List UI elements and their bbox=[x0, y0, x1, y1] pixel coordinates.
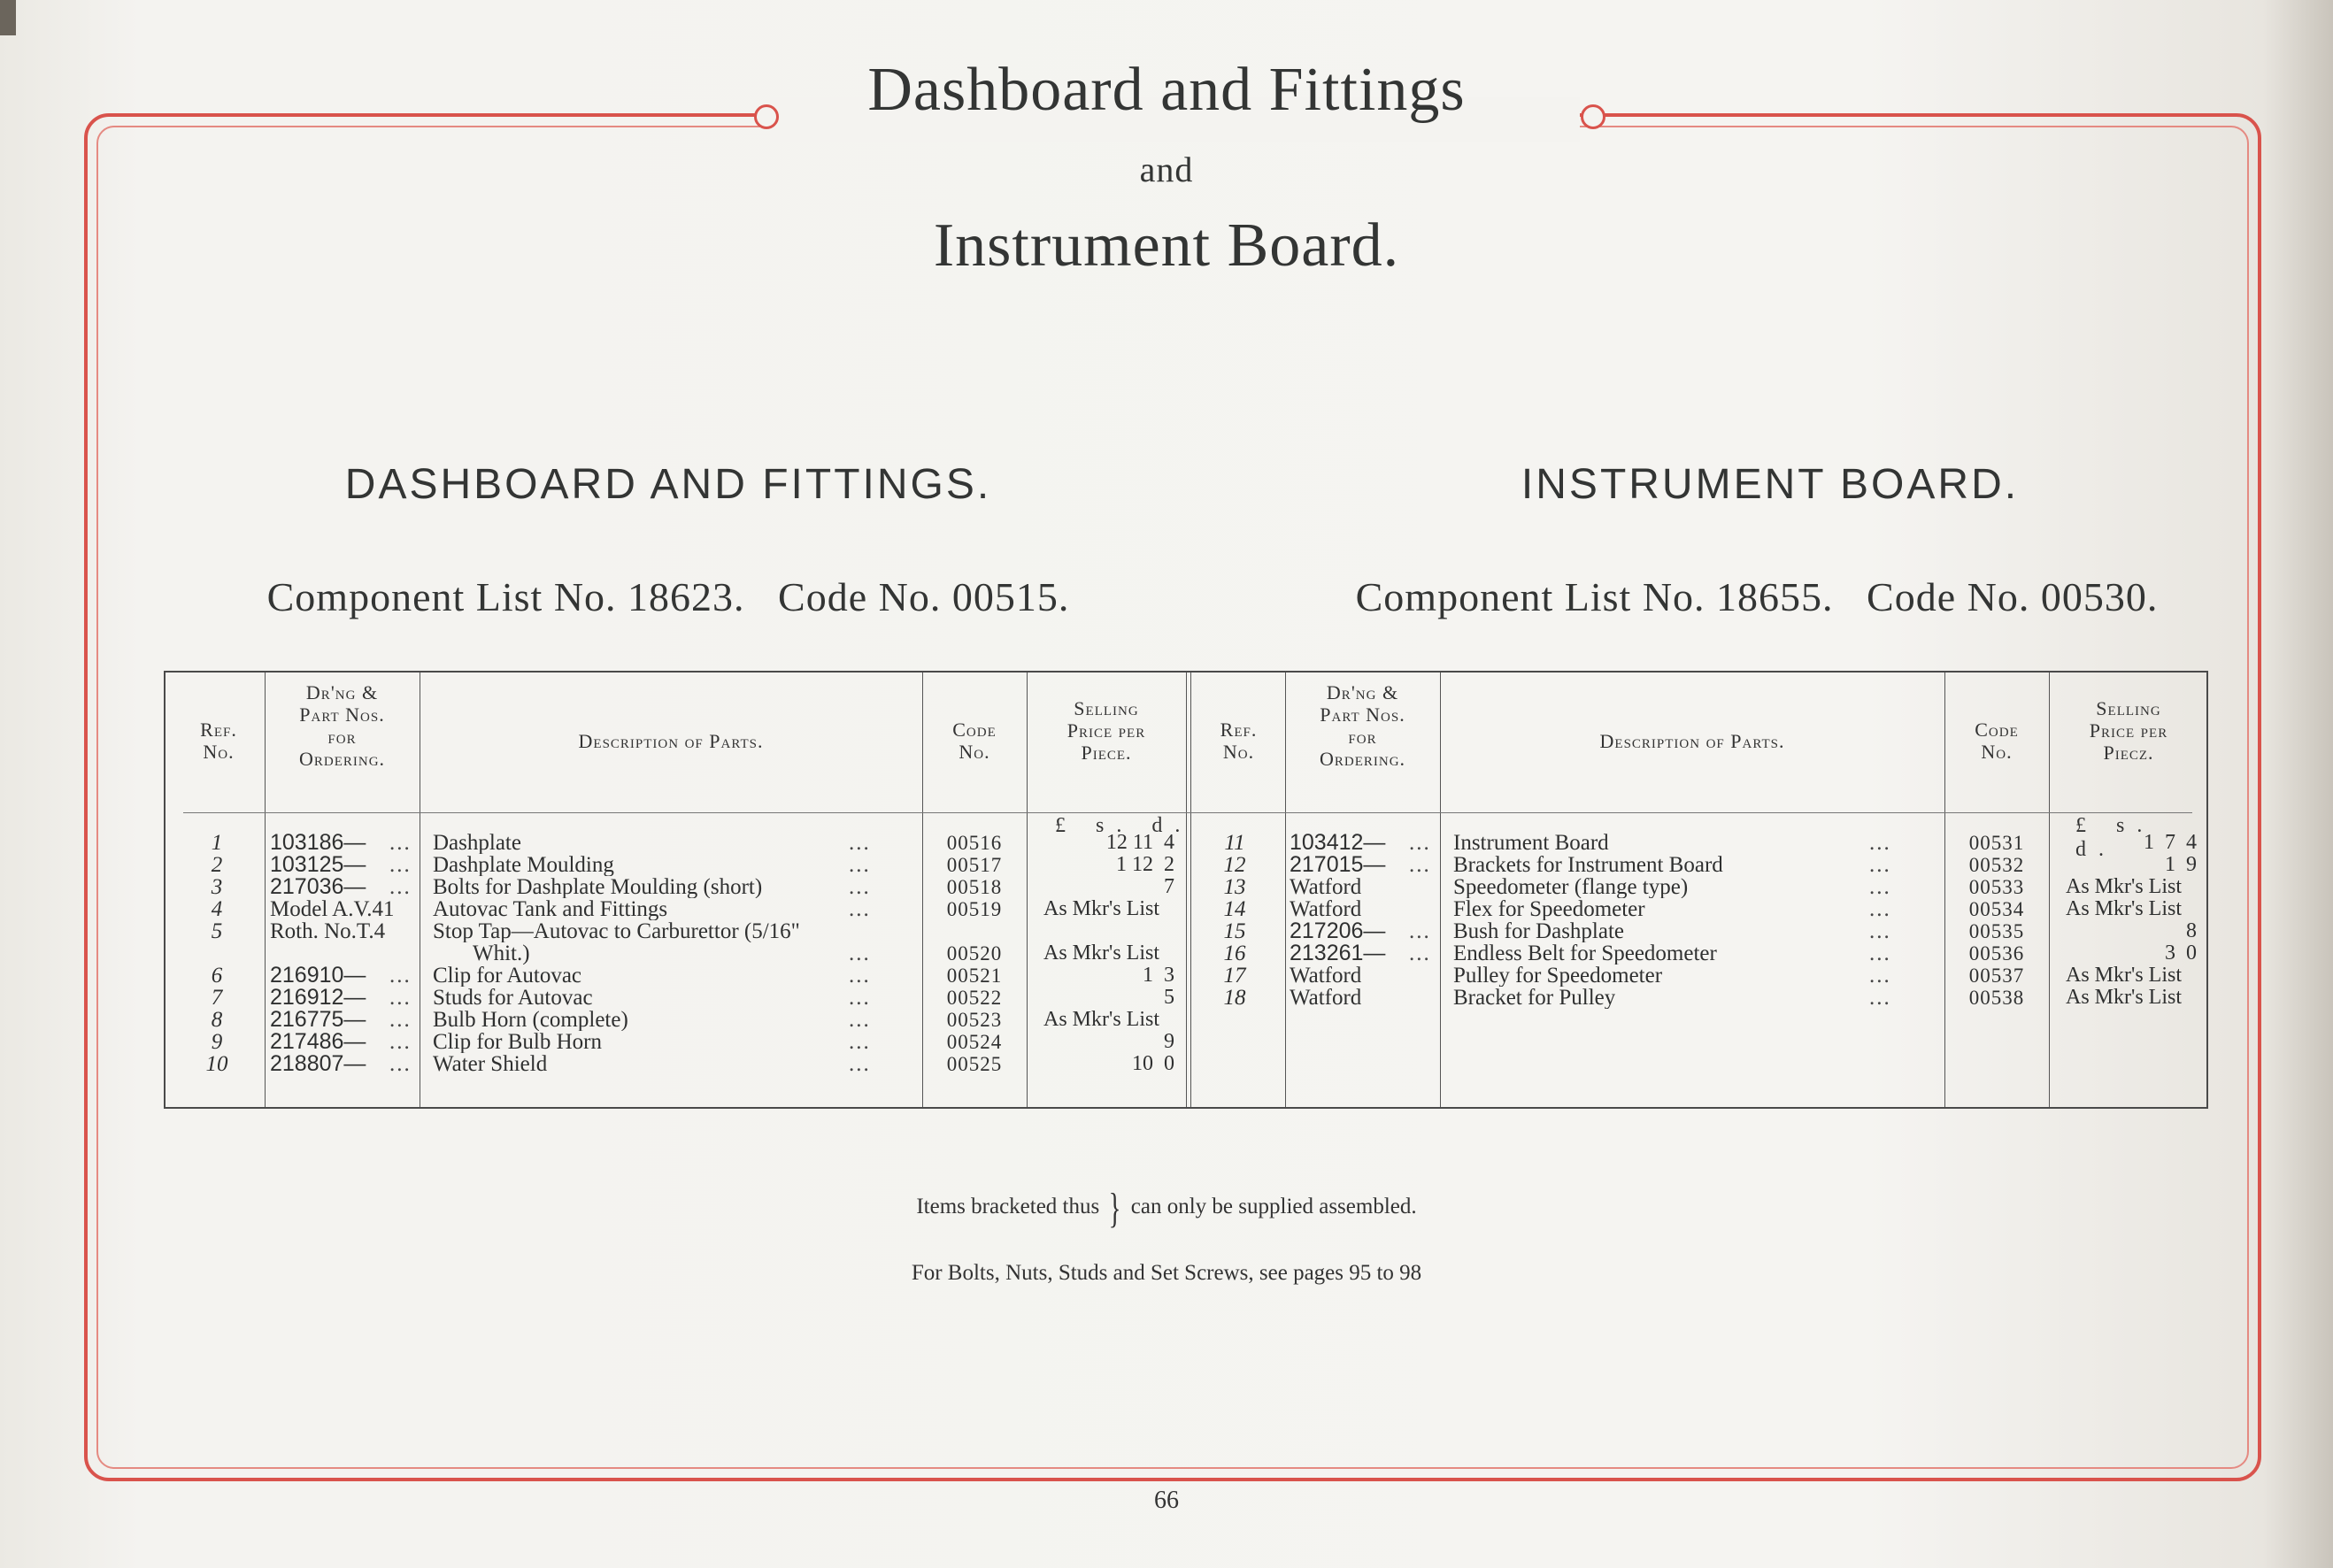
selling-price: 10 0 bbox=[1132, 1052, 1174, 1075]
part-description: Stop Tap—Autovac to Carburettor (5/16" bbox=[433, 920, 800, 942]
selling-price: As Mkr's List bbox=[1043, 897, 1159, 920]
header-code: Code No. bbox=[952, 719, 997, 763]
ref-number: 7 bbox=[211, 986, 223, 1010]
part-number: 217206— bbox=[1290, 919, 1386, 943]
binding-corner bbox=[0, 0, 16, 35]
part-description: Endless Belt for Speedometer bbox=[1453, 942, 1717, 965]
code-number: 00525 bbox=[946, 1053, 1003, 1075]
part-description: Bulb Horn (complete) bbox=[433, 1009, 628, 1031]
leader-dots: ... bbox=[849, 964, 871, 988]
component-line-dashboard: Component List No. 18623. Code No. 00515. bbox=[266, 574, 1070, 619]
part-number: 216775— bbox=[270, 1007, 366, 1032]
part-description: Bolts for Dashplate Moulding (short) bbox=[433, 876, 763, 898]
page-subtitle: Instrument Board. bbox=[933, 211, 1400, 280]
selling-price: 1 3 bbox=[1143, 964, 1174, 987]
ref-number: 6 bbox=[211, 964, 223, 988]
part-number: 216910— bbox=[270, 963, 366, 988]
selling-price: 1 12 2 bbox=[1116, 853, 1174, 876]
part-description: Water Shield bbox=[433, 1053, 548, 1075]
ref-number: 3 bbox=[211, 875, 223, 899]
table-row bbox=[166, 1009, 2206, 1031]
ref-number: 2 bbox=[211, 853, 223, 877]
header-ref: Ref. No. bbox=[200, 719, 237, 763]
leader-dots: ... bbox=[389, 875, 412, 899]
part-number: Watford bbox=[1290, 986, 1362, 1010]
leader-dots: ... bbox=[1869, 942, 1891, 965]
leader-dots: ... bbox=[389, 1008, 412, 1032]
code-number: 00519 bbox=[946, 898, 1003, 920]
selling-price: 12 11 4 bbox=[1105, 831, 1174, 854]
selling-price: 8 bbox=[2186, 919, 2197, 942]
leader-dots: ... bbox=[389, 964, 412, 988]
leader-dots: ... bbox=[849, 1052, 871, 1076]
part-description: Dashplate bbox=[433, 832, 521, 854]
part-description: Bush for Dashplate bbox=[1453, 920, 1625, 942]
part-number: 216912— bbox=[270, 985, 366, 1010]
bracket-note-after: can only be supplied assembled. bbox=[1130, 1195, 1417, 1219]
ref-number: 13 bbox=[1223, 875, 1246, 899]
header-ref: Ref. No. bbox=[1220, 719, 1258, 763]
leader-dots: ... bbox=[1409, 919, 1431, 943]
selling-price: As Mkr's List bbox=[2065, 875, 2182, 898]
part-description: Brackets for Instrument Board bbox=[1453, 854, 1723, 876]
selling-price: As Mkr's List bbox=[2065, 964, 2182, 987]
ref-number: 8 bbox=[211, 1008, 223, 1032]
table-row bbox=[166, 920, 2206, 942]
leader-dots: ... bbox=[1869, 875, 1891, 899]
ref-number: 16 bbox=[1223, 942, 1246, 965]
code-number: 00534 bbox=[1968, 898, 2025, 920]
leader-dots: ... bbox=[389, 853, 412, 877]
part-description: Pulley for Speedometer bbox=[1453, 965, 1663, 987]
leader-dots: ... bbox=[1409, 853, 1431, 877]
part-number: Watford bbox=[1290, 964, 1362, 988]
ref-number: 11 bbox=[1224, 831, 1245, 855]
code-number: 00535 bbox=[1968, 920, 2025, 942]
leader-dots: ... bbox=[849, 831, 871, 855]
leader-dots: ... bbox=[849, 853, 871, 877]
leader-dots: ... bbox=[1869, 831, 1891, 855]
table-row bbox=[166, 965, 2206, 987]
lsd-heading-left: £ s. d. bbox=[1055, 814, 1193, 837]
ref-number: 1 bbox=[211, 831, 223, 855]
code-number: 00516 bbox=[946, 832, 1003, 854]
leader-dots: ... bbox=[1869, 897, 1891, 921]
part-number: 217015— bbox=[1290, 852, 1386, 877]
code-number: 00520 bbox=[946, 942, 1003, 965]
part-description: Clip for Autovac bbox=[433, 965, 582, 987]
ref-number: 17 bbox=[1223, 964, 1246, 988]
part-number: 217036— bbox=[270, 874, 366, 899]
code-number: 00522 bbox=[946, 987, 1003, 1009]
table-row bbox=[166, 987, 2206, 1009]
leader-dots: ... bbox=[849, 897, 871, 921]
table-row bbox=[166, 854, 2206, 876]
selling-price: 5 bbox=[1164, 986, 1174, 1009]
ref-number: 9 bbox=[211, 1030, 223, 1054]
part-description: Speedometer (flange type) bbox=[1453, 876, 1689, 898]
ref-number: 18 bbox=[1223, 986, 1246, 1010]
leader-dots: ... bbox=[1869, 919, 1891, 943]
part-description: Dashplate Moulding bbox=[433, 854, 614, 876]
bracket-note-before: Items bracketed thus bbox=[916, 1195, 1100, 1219]
leader-dots: ... bbox=[849, 875, 871, 899]
ref-number: 5 bbox=[211, 919, 223, 943]
code-number: 00521 bbox=[946, 965, 1003, 987]
selling-price: 3 0 bbox=[2165, 942, 2197, 965]
code-number: 00532 bbox=[1968, 854, 2025, 876]
part-number: 213261— bbox=[1290, 941, 1386, 965]
ref-number: 12 bbox=[1223, 853, 1246, 877]
leader-dots: ... bbox=[389, 986, 412, 1010]
section-heading-dashboard: DASHBOARD AND FITTINGS. bbox=[344, 461, 992, 508]
brace-icon: } bbox=[1109, 1185, 1121, 1232]
part-description: Clip for Bulb Horn bbox=[433, 1031, 602, 1053]
part-number: Watford bbox=[1290, 897, 1362, 921]
selling-price: As Mkr's List bbox=[1043, 942, 1159, 965]
code-number: 00517 bbox=[946, 854, 1003, 876]
table-row bbox=[166, 832, 2206, 854]
leader-dots: ... bbox=[1869, 964, 1891, 988]
leader-dots: ... bbox=[849, 986, 871, 1010]
leader-dots: ... bbox=[389, 1030, 412, 1054]
part-description: Instrument Board bbox=[1453, 832, 1609, 854]
page-number: 66 bbox=[1154, 1487, 1179, 1514]
code-number: 00538 bbox=[1968, 987, 2025, 1009]
table-row bbox=[166, 898, 2206, 920]
table-row bbox=[166, 942, 2206, 965]
bracket-footnote bbox=[0, 1184, 2333, 1233]
part-number: Model A.V.41 bbox=[270, 897, 395, 921]
leader-dots: ... bbox=[1869, 853, 1891, 877]
leader-dots: ... bbox=[389, 831, 412, 855]
header-price: Selling Price per Piece. bbox=[1066, 697, 1146, 764]
part-number: 218807— bbox=[270, 1051, 366, 1076]
ref-number: 15 bbox=[1223, 919, 1246, 943]
component-line-instrument: Component List No. 18655. Code No. 00530. bbox=[1355, 574, 2159, 619]
header-price: Selling Price per Piecz. bbox=[2089, 697, 2168, 764]
code-number: 00536 bbox=[1968, 942, 2025, 965]
selling-price: As Mkr's List bbox=[2065, 986, 2182, 1009]
part-description: Flex for Speedometer bbox=[1453, 898, 1645, 920]
part-description: Autovac Tank and Fittings bbox=[433, 898, 668, 920]
part-description: Whit.) bbox=[473, 942, 530, 965]
header-part: Dr'ng & Part Nos. for Ordering. bbox=[298, 681, 386, 770]
table-row bbox=[166, 876, 2206, 898]
section-heading-instrument: INSTRUMENT BOARD. bbox=[1521, 461, 2020, 508]
selling-price: 1 7 4 bbox=[2144, 831, 2197, 854]
selling-price: As Mkr's List bbox=[1043, 1008, 1159, 1031]
leader-dots: ... bbox=[849, 1008, 871, 1032]
part-number: 103412— bbox=[1290, 830, 1386, 855]
leader-dots: ... bbox=[849, 1030, 871, 1054]
header-description: Description of Parts. bbox=[1599, 730, 1785, 752]
part-description: Studs for Autovac bbox=[433, 987, 593, 1009]
header-separator bbox=[183, 812, 2192, 813]
part-description: Bracket for Pulley bbox=[1453, 987, 1616, 1009]
selling-price: 1 9 bbox=[2165, 853, 2197, 876]
leader-dots: ... bbox=[849, 942, 871, 965]
code-number: 00533 bbox=[1968, 876, 2025, 898]
leader-dots: ... bbox=[1409, 942, 1431, 965]
header-description: Description of Parts. bbox=[578, 730, 764, 752]
lsd-heading-right: £ s. d. bbox=[2075, 814, 2155, 861]
bolts-footnote: For Bolts, Nuts, Studs and Set Screws, see pages 95 to 98 bbox=[911, 1261, 1422, 1285]
leader-dots: ... bbox=[389, 1052, 412, 1076]
code-number: 00523 bbox=[946, 1009, 1003, 1031]
part-number: 103186— bbox=[270, 830, 366, 855]
header-part: Dr'ng & Part Nos. for Ordering. bbox=[1319, 681, 1406, 770]
code-number: 00524 bbox=[946, 1031, 1003, 1053]
part-number: Watford bbox=[1290, 875, 1362, 899]
ref-number: 4 bbox=[211, 897, 223, 921]
page-title-and: and bbox=[1139, 150, 1194, 189]
code-number: 00518 bbox=[946, 876, 1003, 898]
part-number: 217486— bbox=[270, 1029, 366, 1054]
part-number: Roth. No.T.4 bbox=[270, 919, 386, 943]
part-number: 103125— bbox=[270, 852, 366, 877]
selling-price: 9 bbox=[1164, 1030, 1174, 1053]
table-row bbox=[166, 1053, 2206, 1075]
parts-table bbox=[164, 671, 2208, 1109]
selling-price: 7 bbox=[1164, 875, 1174, 898]
code-number: 00537 bbox=[1968, 965, 2025, 987]
header-code: Code No. bbox=[1975, 719, 2019, 763]
ref-number: 14 bbox=[1223, 897, 1246, 921]
table-row bbox=[166, 1031, 2206, 1053]
ref-number: 10 bbox=[205, 1052, 228, 1076]
leader-dots: ... bbox=[1409, 831, 1431, 855]
leader-dots: ... bbox=[1869, 986, 1891, 1010]
code-number: 00531 bbox=[1968, 832, 2025, 854]
selling-price: As Mkr's List bbox=[2065, 897, 2182, 920]
page-title: Dashboard and Fittings bbox=[867, 56, 1466, 124]
